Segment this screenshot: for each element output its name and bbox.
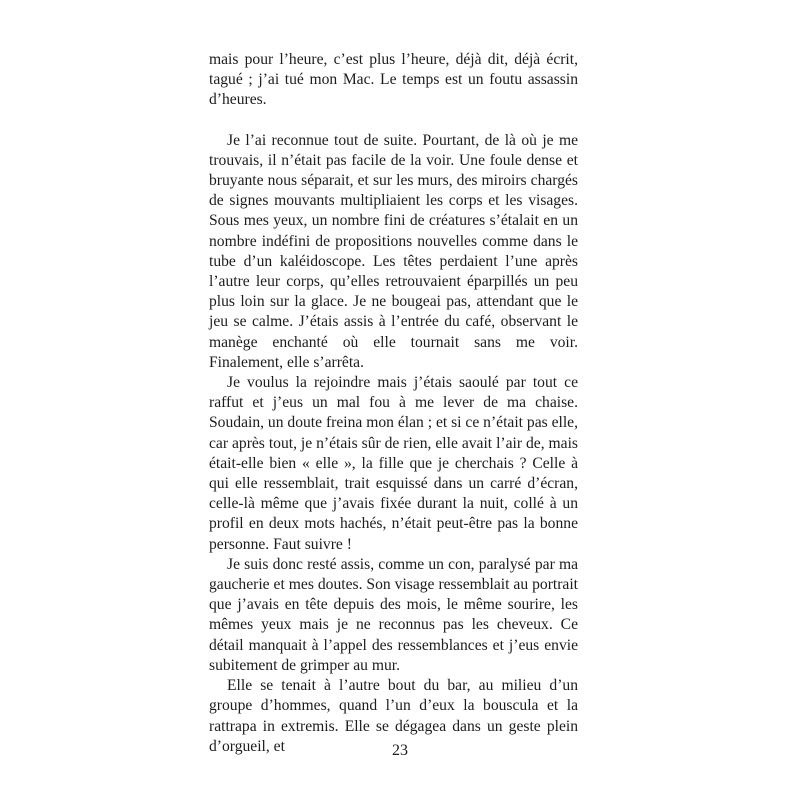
paragraph-continuation: mais pour l’heure, c’est plus l’heure, déjà dit, déjà écrit, tagué ; j’ai tué mon Mac. Le temps est un foutu assassin d’heures. <box>209 51 578 109</box>
paragraph: Je l’ai reconnue tout de suite. Pourtant, de là où je me trouvais, il n’était pas facile de la voir. Une foule dense et bruyante nous séparait, et sur les murs, des miroirs chargés de signes mouvants multipliaient les corps et les visages. Sous mes yeux, un nombre fini de créatures s’étalait en un nombre indéfini de propositions nouvelles comme dans le tube d’un kaléidoscope. Les têtes perdaient l’une après l’autre leur corps, qu’elles retrouvaient éparpillés un peu plus loin sur la glace. Je ne bougeai pas, attendant que le jeu se calme. J’étais assis à l’entrée du café, observant le manège enchanté où elle tournait sans me voir. Finalement, elle s’arrêta. <box>209 131 578 371</box>
page-number: 23 <box>392 742 408 759</box>
paragraph: Je suis donc resté assis, comme un con, paralysé par ma gaucherie et mes doutes. Son visage ressemblait au portrait que j’avais en tête depuis des mois, le même sourire, les mêmes yeux mais je ne reconnus pas les cheveux. Ce détail manquait à l’appel des ressemblances et j’eus envie subitement de grimper au mur. <box>209 555 578 674</box>
body-text <box>209 50 578 757</box>
paragraph: Elle se tenait à l’autre bout du bar, au milieu d’un groupe d’hommes, quand l’un d’eux la bouscula et la rattrapa in extremis. Elle se dégagea dans un geste plein d’orgueil, et <box>209 677 578 755</box>
paragraph: Je voulus la rejoindre mais j’étais saoulé par tout ce raffut et j’eus un mal fou à me lever de ma chaise. Soudain, un doute freina mon élan ; et si ce n’était pas elle, car après tout, je n’étais sûr de rien, elle avait l’air de, mais était-elle bien « elle », la fille que je cherchais ? Celle à qui elle ressemblait, trait esquissé dans un carré d’écran, celle-là même que j’avais fixée durant la nuit, collé à un profil en deux mots hachés, n’était peut-être pas la bonne personne. Faut suivre ! <box>209 374 578 553</box>
